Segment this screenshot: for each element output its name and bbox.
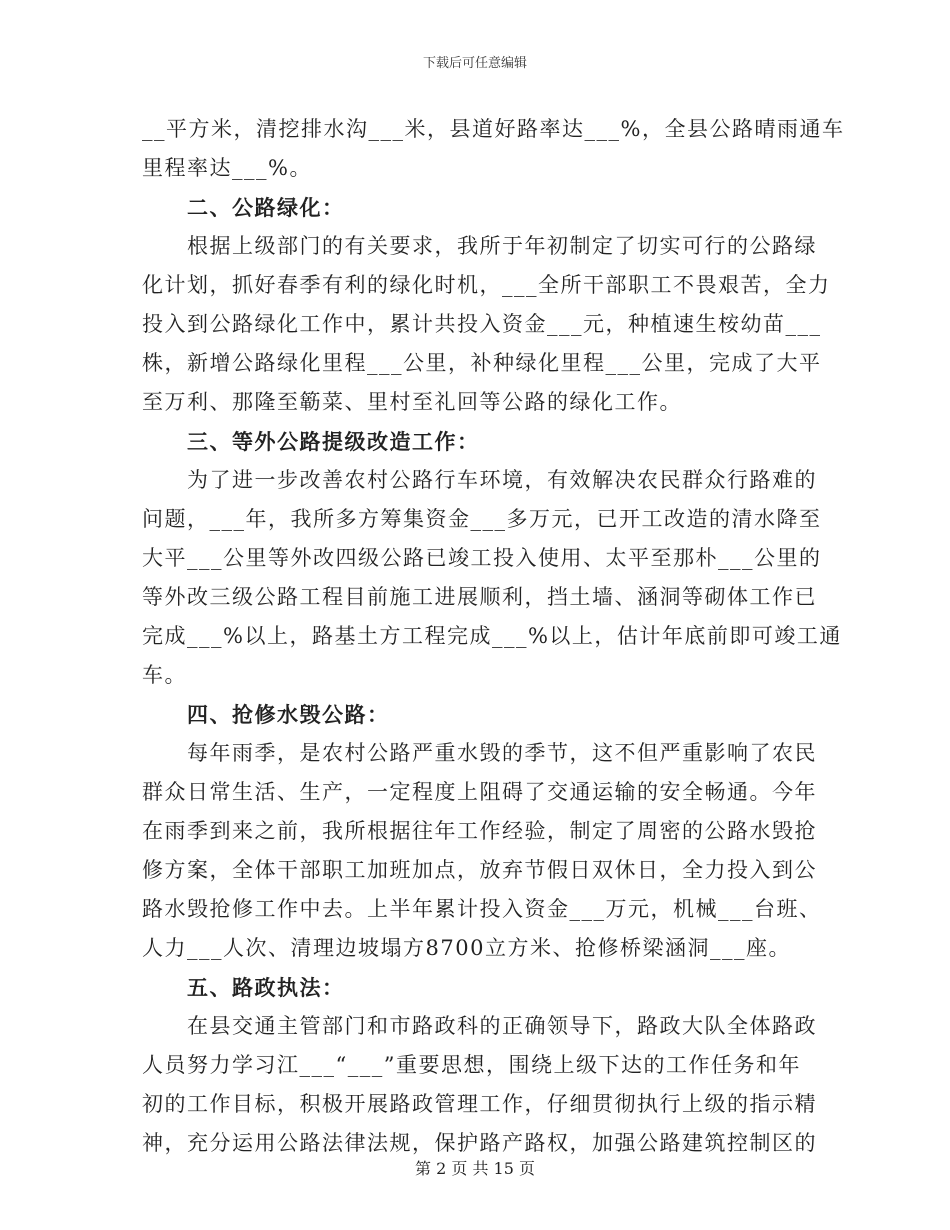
text-line: 修方案，全体干部职工加班加点，放弃节假日双休日，全力投入到公 [142,858,817,882]
text-line: 路水毁抢修工作中去。上半年累计投入资金___万元，机械___台班、 [142,897,822,921]
text-line: 车。 [142,663,187,687]
text-line: 每年雨季，是农村公路严重水毁的季节，这不但严重影响了农民 [187,741,817,765]
document-body [142,110,845,1163]
page-header-note: 下载后可任意编辑 [422,56,527,71]
section-heading: 五、路政执法： [187,975,345,1000]
text-line: 问题，___年，我所多方筹集资金___多万元，已开工改造的清水降至 [142,507,822,531]
text-line: 大平___公里等外改四级公路已竣工投入使用、太平至那朴___公里的 [142,546,822,570]
text-line: 在县交通主管部门和市路政科的正确领导下，路政大队全体路政 [187,1014,817,1038]
text-line: 人力___人次、清理边坡塌方8700立方米、抢修桥梁涵洞___座。 [142,936,791,960]
text-line: 根据上级部门的有关要求，我所于年初制定了切实可行的公路绿 [187,234,817,258]
text-line: 初的工作目标，积极开展路政管理工作，仔细贯彻执行上级的指示精 [142,1092,817,1116]
section-heading: 三、等外公路提级改造工作： [187,429,480,454]
text-line: 里程率达___%。 [142,156,312,180]
text-line: 为了进一步改善农村公路行车环境，有效解决农民群众行路难的 [187,468,817,492]
text-line: 在雨季到来之前，我所根据往年工作经验，制定了周密的公路水毁抢 [142,819,817,843]
section-heading: 二、公路绿化： [187,195,345,220]
text-line: 株，新增公路绿化里程___公里，补种绿化里程___公里，完成了大平 [142,351,822,375]
text-line: 至万利、那隆至簕菜、里村至礼回等公路的绿化工作。 [142,390,682,414]
section-heading: 四、抢修水毁公路： [187,702,390,727]
text-line: 群众日常生活、生产，一定程度上阻碍了交通运输的安全畅通。今年 [142,780,817,804]
text-line: 人员努力学习江___“___”重要思想，围绕上级下达的工作任务和年 [142,1053,801,1077]
text-line: 神，充分运用公路法律法规，保护路产路权，加强公路建筑控制区的 [142,1131,817,1155]
text-line: 完成___%以上，路基土方工程完成___%以上，估计年底前即可竣工通 [142,624,842,648]
text-line: 等外改三级公路工程目前施工进展顺利，挡土墙、涵洞等砌体工作已 [142,585,817,609]
text-line: __平方米，清挖排水沟___米，县道好路率达___%，全县公路晴雨通车 [142,117,845,141]
text-line: 化计划，抓好春季有利的绿化时机，___全所干部职工不畏艰苦，全力 [142,273,831,297]
text-line: 投入到公路绿化工作中，累计共投入资金___元，种植速生桉幼苗___ [142,312,822,336]
page-number: 第 2 页 共 15 页 [415,1159,535,1178]
